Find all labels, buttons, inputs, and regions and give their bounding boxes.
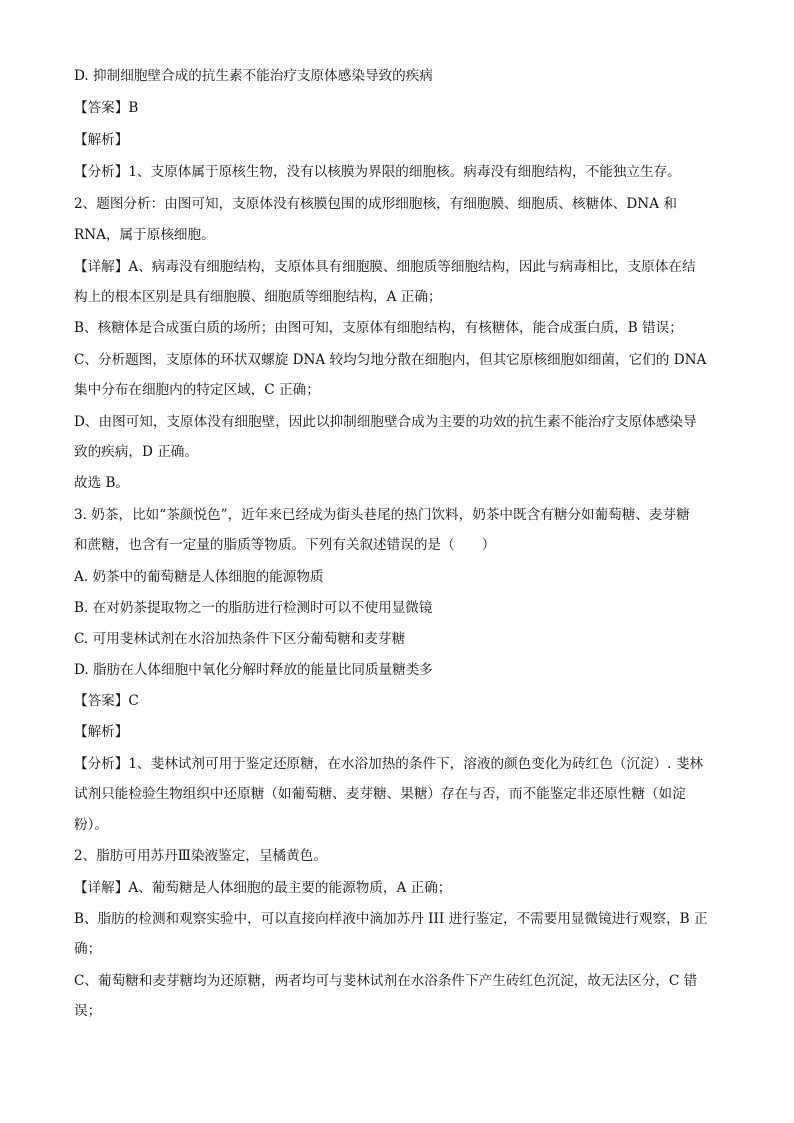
detail-a-q3: 【详解】A、葡萄糖是人体细胞的最主要的能源物质，A 正确； — [74, 880, 452, 896]
answer-label-q3: 【答案】C — [74, 693, 139, 709]
detail-b-q2: B、核糖体是合成蛋白质的场所；由图可知，支原体有细胞结构，有核糖体，能合成蛋白质，B 错误； — [74, 320, 683, 336]
detail-b-q3-cont: 确； — [74, 941, 102, 957]
question-3-stem: 3. 奶茶，比如“茶颜悦色”，近年来已经成为街头巷尾的热门饮料，奶茶中既含有糖分如葡萄糖、麦芽糖 — [74, 507, 690, 523]
analysis-point-1-q2: 【分析】1、支原体属于原核生物，没有以核膜为界限的细胞核。病毒没有细胞结构，不能独立生存。 — [74, 164, 681, 180]
question-3-stem-cont: 和蔗糖，也含有一定量的脂质等物质。下列有关叙述错误的是（ ） — [74, 537, 496, 553]
detail-c-q2-cont: 集中分布在细胞内的特定区域，C 正确； — [74, 382, 320, 398]
answer-label-q2: 【答案】B — [74, 100, 139, 116]
detail-d-q2-cont: 致的疾病，D 正确。 — [74, 444, 198, 460]
detail-a-q2: 【详解】A、病毒没有细胞结构，支原体具有细胞膜、细胞质等细胞结构，因此与病毒相比，支原体在结 — [74, 259, 696, 275]
analysis-point-1-q3: 【分析】1、斐林试剂可用于鉴定还原糖，在水浴加热的条件下，溶液的颜色变化为砖红色（沉淀）. 斐林 — [74, 756, 704, 772]
analysis-point-1-q3-cont: 试剂只能检验生物组织中还原糖（如葡萄糖、麦芽糖、果糖）存在与否，而不能鉴定非还原性糖（如淀 — [74, 786, 686, 802]
analysis-label-q3: 【解析】 — [74, 724, 129, 740]
option-a-q3: A. 奶茶中的葡萄糖是人体细胞的能源物质 — [74, 569, 324, 585]
conclusion-q2: 故选 B。 — [74, 475, 130, 491]
analysis-point-2-q3: 2、脂肪可用苏丹Ⅲ染液鉴定，呈橘黄色。 — [74, 848, 327, 864]
analysis-point-1-q3-end: 粉）。 — [74, 817, 108, 833]
detail-c-q2: C、分析题图，支原体的环状双螺旋 DNA 较均匀地分散在细胞内，但其它原核细胞如细菌，它们的 DNA — [74, 352, 707, 368]
detail-b-q3: B、脂肪的检测和观察实验中，可以直接向样液中滴加苏丹 III 进行鉴定，不需要用显微镜进行观察，B 正 — [74, 911, 708, 927]
analysis-label-q2: 【解析】 — [74, 132, 129, 148]
analysis-point-2-q2: 2、题图分析：由图可知，支原体没有核膜包围的成形细胞核，有细胞膜、细胞质、核糖体、DNA 和 — [74, 196, 677, 212]
option-d-q2: D. 抑制细胞壁合成的抗生素不能治疗支原体感染导致的疾病 — [74, 68, 433, 84]
option-b-q3: B. 在对奶茶提取物之一的脂肪进行检测时可以不使用显微镜 — [74, 600, 433, 616]
analysis-point-2-cont: RNA，属于原核细胞。 — [74, 227, 215, 243]
option-d-q3: D. 脂肪在人体细胞中氧化分解时释放的能量比同质量糖类多 — [74, 662, 433, 678]
detail-c-q3-cont: 误； — [74, 1003, 102, 1019]
detail-c-q3: C、葡萄糖和麦芽糖均为还原糖，两者均可与斐林试剂在水浴条件下产生砖红色沉淀，故无法区分，C 错 — [74, 973, 698, 989]
detail-d-q2: D、由图可知，支原体没有细胞壁，因此以抑制细胞壁合成为主要的功效的抗生素不能治疗支原体感染导 — [74, 414, 697, 430]
detail-a-q2-cont: 构上的根本区别是具有细胞膜、细胞质等细胞结构，A 正确； — [74, 289, 442, 305]
option-c-q3: C. 可用斐林试剂在水浴加热条件下区分葡萄糖和麦芽糖 — [74, 631, 406, 647]
